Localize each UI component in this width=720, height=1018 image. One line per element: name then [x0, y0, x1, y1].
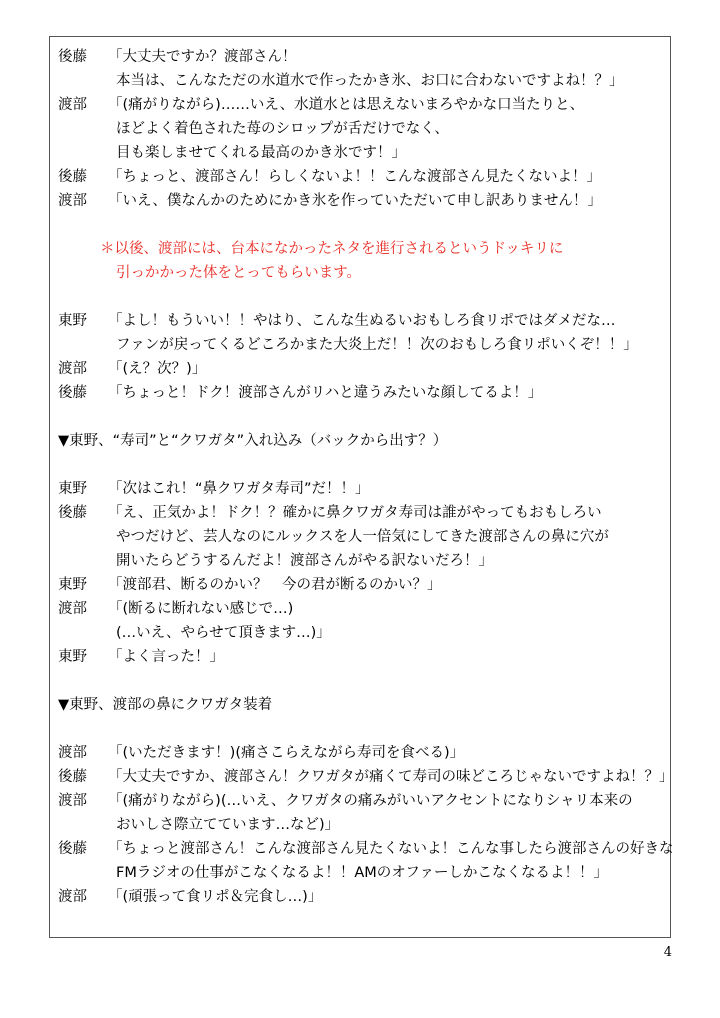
dialogue-text: 「(痛がりながら)……いえ、水道水とは思えないまろやかな口当たりと、 — [108, 97, 585, 113]
dialogue-line — [58, 837, 674, 861]
production-note: ＊以後、渡部には、台本になかったネタを進行されるというドッキリに — [100, 241, 564, 257]
speaker-name: 渡部 — [58, 97, 87, 113]
dialogue-line — [58, 741, 670, 765]
dialogue-line — [58, 381, 670, 405]
dialogue-text: 「ちょっと！ドク！渡部さんがリハと違うみたいな顔してるよ！」 — [108, 385, 543, 401]
dialogue-continuation: 目も楽しませてくれる最高のかき氷です！」 — [116, 145, 406, 161]
dialogue-text: 「え、正気かよ！ドク！？確かに鼻クワガタ寿司は誰がやってもおもしろい — [108, 505, 602, 521]
dialogue-line — [58, 93, 670, 117]
page-number: 4 — [663, 945, 672, 960]
spacer — [58, 285, 670, 309]
dialogue-text: 「よく言った！」 — [108, 649, 224, 665]
production-note-continuation: 引っかかった体をとってもらいます。 — [116, 265, 362, 281]
speaker-name: 東野 — [58, 649, 87, 665]
speaker-name: 後藤 — [58, 385, 87, 401]
spacer — [58, 453, 670, 477]
dialogue-line — [58, 501, 670, 525]
speaker-name: 東野 — [58, 577, 87, 593]
dialogue-text: 「よし！もういい！！やはり、こんな生ぬるいおもしろ食リポではダメだな… — [108, 313, 616, 329]
dialogue-text: 「(いただきます！)(痛さこらえながら寿司を食べる)」 — [108, 745, 465, 761]
dialogue-continuation: おいしさ際立てています…など)」 — [116, 817, 340, 833]
speaker-name: 東野 — [58, 481, 87, 497]
dialogue-continuation: (…いえ、やらせて頂きます…)」 — [116, 625, 331, 641]
dialogue-continuation: やつだけど、芸人なのにルックスを人一倍気にしてきた渡部さんの鼻に穴が — [116, 529, 609, 545]
dialogue-line — [58, 597, 670, 621]
dialogue-text: 「ちょっと渡部さん！こんな渡部さん見たくないよ！こんな事したら渡部さんの好きな — [108, 841, 674, 857]
dialogue-continuation: ファンが戻ってくるどころかまた大炎上だ！！次のおもしろ食リポいくぞ！！」 — [116, 337, 638, 353]
speaker-name: 東野 — [58, 313, 87, 329]
speaker-name: 後藤 — [58, 169, 87, 185]
dialogue-text: 「大丈夫ですか、渡部さん！クワガタが痛くて寿司の味どころじゃないですよね！？」 — [108, 769, 674, 785]
dialogue-text: 「(断るに断れない感じで…) — [108, 601, 294, 617]
stage-direction: ▼東野、“寿司”と“クワガタ”入れ込み（バックから出す？） — [58, 433, 448, 449]
dialogue-text: 「(痛がりながら)(…いえ、クワガタの痛みがいいアクセントになりシャリ本来の — [108, 793, 633, 809]
speaker-name: 渡部 — [58, 793, 87, 809]
dialogue-line — [58, 573, 670, 597]
dialogue-line — [58, 45, 670, 69]
dialogue-line — [58, 165, 670, 189]
dialogue-line — [58, 765, 674, 789]
speaker-name: 渡部 — [58, 889, 87, 905]
dialogue-text: 「大丈夫ですか？渡部さん！ — [108, 49, 297, 65]
speaker-name: 後藤 — [58, 841, 87, 857]
dialogue-text: 「(頑張って食リポ＆完食し…)」 — [108, 889, 323, 905]
speaker-name: 後藤 — [58, 49, 87, 65]
dialogue-line — [58, 357, 670, 381]
spacer — [58, 405, 670, 429]
spacer — [58, 669, 670, 693]
dialogue-text: 「いえ、僕なんかのためにかき氷を作っていただいて申し訳ありません！」 — [108, 193, 602, 209]
spacer — [58, 717, 670, 741]
dialogue-text: 「次はこれ！“鼻クワガタ寿司”だ！！」 — [108, 481, 370, 497]
speaker-name: 渡部 — [58, 193, 87, 209]
dialogue-text: 「ちょっと、渡部さん！らしくないよ！！こんな渡部さん見たくないよ！」 — [108, 169, 601, 185]
speaker-name: 渡部 — [58, 601, 87, 617]
dialogue-continuation: 開いたらどうするんだよ！渡部さんがやる訳ないだろ！」 — [116, 553, 493, 569]
speaker-name: 渡部 — [58, 745, 87, 761]
script-body — [58, 45, 674, 909]
dialogue-continuation: 本当は、こんなただの水道水で作ったかき氷、お口に合わないですよね！？」 — [116, 73, 624, 89]
dialogue-text: 「渡部君、断るのかい？ 今の君が断るのかい？」 — [108, 577, 442, 593]
dialogue-line — [58, 309, 670, 333]
dialogue-line — [58, 477, 670, 501]
stage-direction: ▼東野、渡部の鼻にクワガタ装着 — [58, 697, 273, 713]
dialogue-continuation: ほどよく着色された苺のシロップが舌だけでなく、 — [116, 121, 449, 137]
dialogue-continuation: FMラジオの仕事がこなくなるよ！！AMのオファーしかこなくなるよ！！」 — [116, 865, 609, 881]
dialogue-line — [58, 885, 670, 909]
dialogue-line — [58, 189, 670, 213]
spacer — [58, 213, 670, 237]
speaker-name: 後藤 — [58, 769, 87, 785]
dialogue-line — [58, 645, 670, 669]
dialogue-text: 「(え？次？)」 — [108, 361, 207, 377]
dialogue-line — [58, 789, 670, 813]
speaker-name: 後藤 — [58, 505, 87, 521]
speaker-name: 渡部 — [58, 361, 87, 377]
